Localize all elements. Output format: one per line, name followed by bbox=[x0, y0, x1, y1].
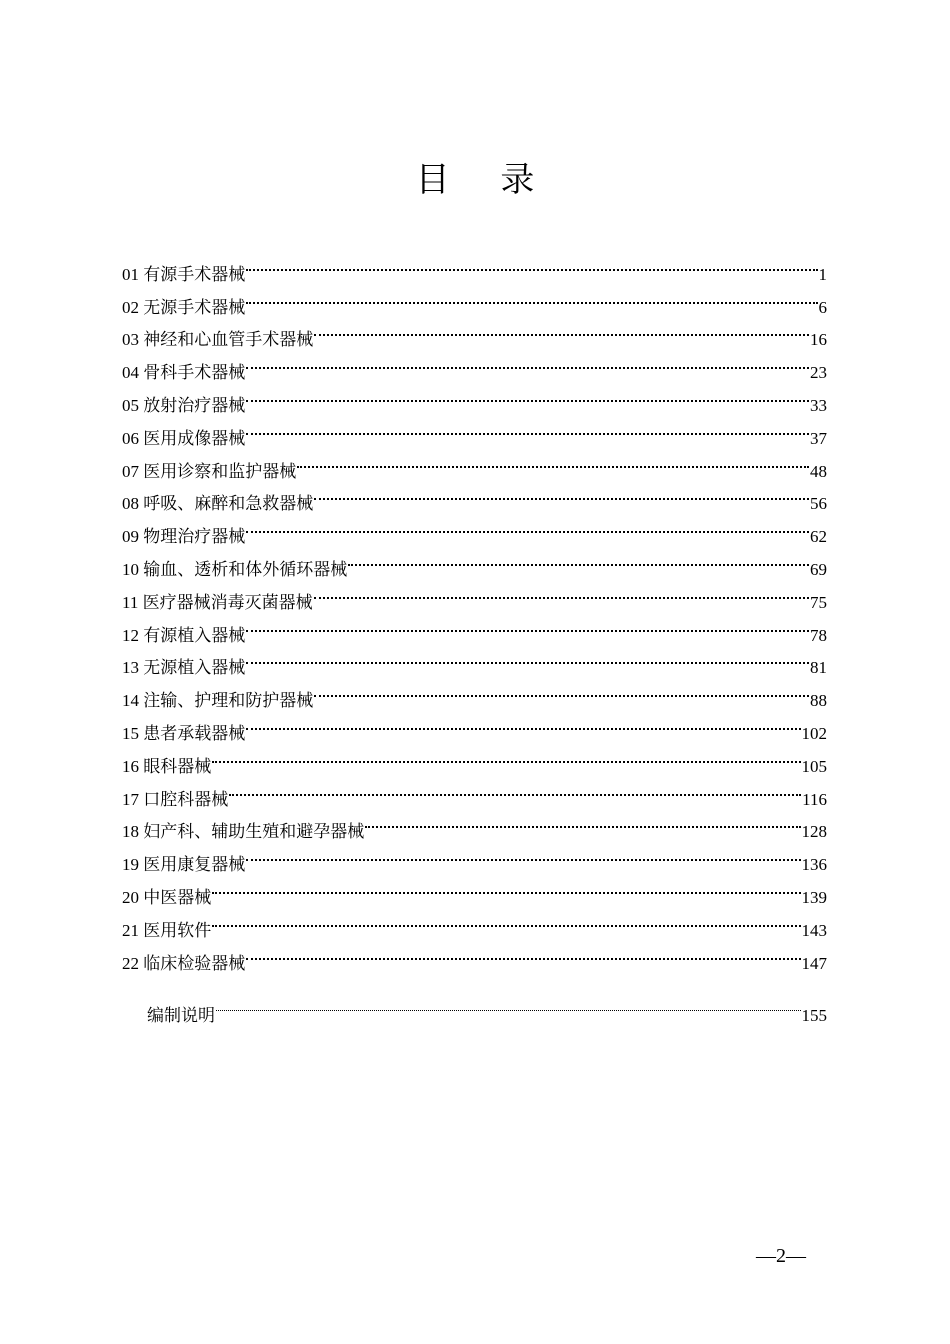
toc-entry-page: 116 bbox=[802, 789, 827, 809]
toc-row[interactable] bbox=[122, 739, 827, 776]
toc-leader-dots bbox=[216, 988, 801, 1021]
toc-leader-dots bbox=[314, 313, 809, 346]
toc-entry-label: 01 有源手术器械 bbox=[122, 264, 246, 284]
toc-entry-label: 07 医用诊察和监护器械 bbox=[122, 461, 297, 481]
toc-leader-dots bbox=[314, 477, 809, 510]
toc-entry-label: 18 妇产科、辅助生殖和避孕器械 bbox=[122, 822, 365, 842]
toc-entry-label: 08 呼吸、麻醉和急救器械 bbox=[122, 494, 314, 514]
toc-leader-dots bbox=[246, 706, 800, 739]
toc-leader-dots bbox=[212, 870, 800, 903]
toc-leader-dots bbox=[246, 608, 809, 641]
toc-row[interactable] bbox=[122, 772, 827, 809]
toc-entry-label: 20 中医器械 bbox=[122, 887, 212, 907]
toc-leader-dots bbox=[212, 903, 800, 936]
toc-entry-label: 14 注输、护理和防护器械 bbox=[122, 691, 314, 711]
toc-entry-page: 78 bbox=[810, 625, 827, 645]
toc-entry-page: 75 bbox=[810, 592, 827, 612]
toc-entry-page: 147 bbox=[801, 953, 827, 973]
toc-leader-dots bbox=[229, 772, 801, 805]
toc-leader-dots bbox=[246, 247, 817, 280]
toc-leader-dots bbox=[348, 542, 809, 575]
toc-entry-label: 17 口腔科器械 bbox=[122, 789, 229, 809]
toc-leader-dots bbox=[246, 936, 800, 969]
toc-entry-label: 06 医用成像器械 bbox=[122, 428, 246, 448]
toc-leader-dots bbox=[246, 411, 809, 444]
toc-entry-label: 15 患者承载器械 bbox=[122, 723, 246, 743]
page-title: 目 录 bbox=[415, 160, 555, 200]
toc-entry-label: 09 物理治疗器械 bbox=[122, 527, 246, 547]
toc-entry-page: 155 bbox=[801, 1005, 827, 1025]
toc-entry-page: 105 bbox=[801, 756, 827, 776]
toc-entry-page: 143 bbox=[801, 920, 827, 940]
page-number-footer: —2— bbox=[756, 1245, 806, 1267]
toc-entry-label: 编制说明 bbox=[147, 1005, 215, 1025]
toc-entry-label: 13 无源植入器械 bbox=[122, 658, 246, 678]
toc-leader-dots bbox=[365, 805, 800, 838]
toc-entry-page: 139 bbox=[801, 887, 827, 907]
toc-leader-dots bbox=[246, 641, 809, 674]
toc-entry-page: 23 bbox=[810, 363, 827, 383]
toc-row[interactable] bbox=[122, 936, 827, 973]
toc-entry-page: 1 bbox=[818, 264, 827, 284]
toc-entry-label: 10 输血、透析和体外循环器械 bbox=[122, 559, 348, 579]
toc-entry-page: 6 bbox=[818, 297, 827, 317]
toc-leader-dots bbox=[246, 345, 809, 378]
toc-leader-dots bbox=[246, 280, 817, 313]
toc-entry-label: 22 临床检验器械 bbox=[122, 953, 246, 973]
toc-row[interactable] bbox=[147, 988, 827, 1025]
toc-entry-page: 128 bbox=[801, 822, 827, 842]
toc-entry-page: 81 bbox=[810, 658, 827, 678]
toc-leader-dots bbox=[246, 378, 809, 411]
toc-entry-page: 102 bbox=[801, 723, 827, 743]
toc-entry-label: 02 无源手术器械 bbox=[122, 297, 246, 317]
toc-leader-dots bbox=[212, 739, 800, 772]
toc-leader-dots bbox=[246, 509, 809, 542]
toc-entry-page: 48 bbox=[810, 461, 827, 481]
toc-entry-label: 16 眼科器械 bbox=[122, 756, 212, 776]
table-of-contents bbox=[122, 247, 827, 973]
toc-entry-label: 05 放射治疗器械 bbox=[122, 395, 246, 415]
toc-entry-label: 11 医疗器械消毒灭菌器械 bbox=[122, 592, 313, 612]
toc-leader-dots bbox=[297, 444, 809, 477]
toc-entry-page: 136 bbox=[801, 855, 827, 875]
toc-entry-page: 88 bbox=[810, 691, 827, 711]
toc-entry-label: 04 骨科手术器械 bbox=[122, 363, 246, 383]
toc-entry-page: 37 bbox=[810, 428, 827, 448]
toc-row[interactable] bbox=[122, 903, 827, 940]
toc-entry-page: 62 bbox=[810, 527, 827, 547]
toc-entry-label: 03 神经和心血管手术器械 bbox=[122, 330, 314, 350]
toc-entry-page: 33 bbox=[810, 395, 827, 415]
toc-extra-entry[interactable] bbox=[147, 988, 827, 1025]
toc-entry-label: 19 医用康复器械 bbox=[122, 855, 246, 875]
toc-leader-dots bbox=[246, 837, 800, 870]
toc-entry-page: 69 bbox=[810, 559, 827, 579]
toc-leader-dots bbox=[314, 575, 809, 608]
toc-entry-label: 21 医用软件 bbox=[122, 920, 212, 940]
toc-leader-dots bbox=[314, 673, 809, 706]
toc-entry-page: 56 bbox=[810, 494, 827, 514]
toc-entry-page: 16 bbox=[810, 330, 827, 350]
toc-row[interactable] bbox=[122, 870, 827, 907]
toc-row[interactable] bbox=[122, 247, 827, 284]
toc-entry-label: 12 有源植入器械 bbox=[122, 625, 246, 645]
